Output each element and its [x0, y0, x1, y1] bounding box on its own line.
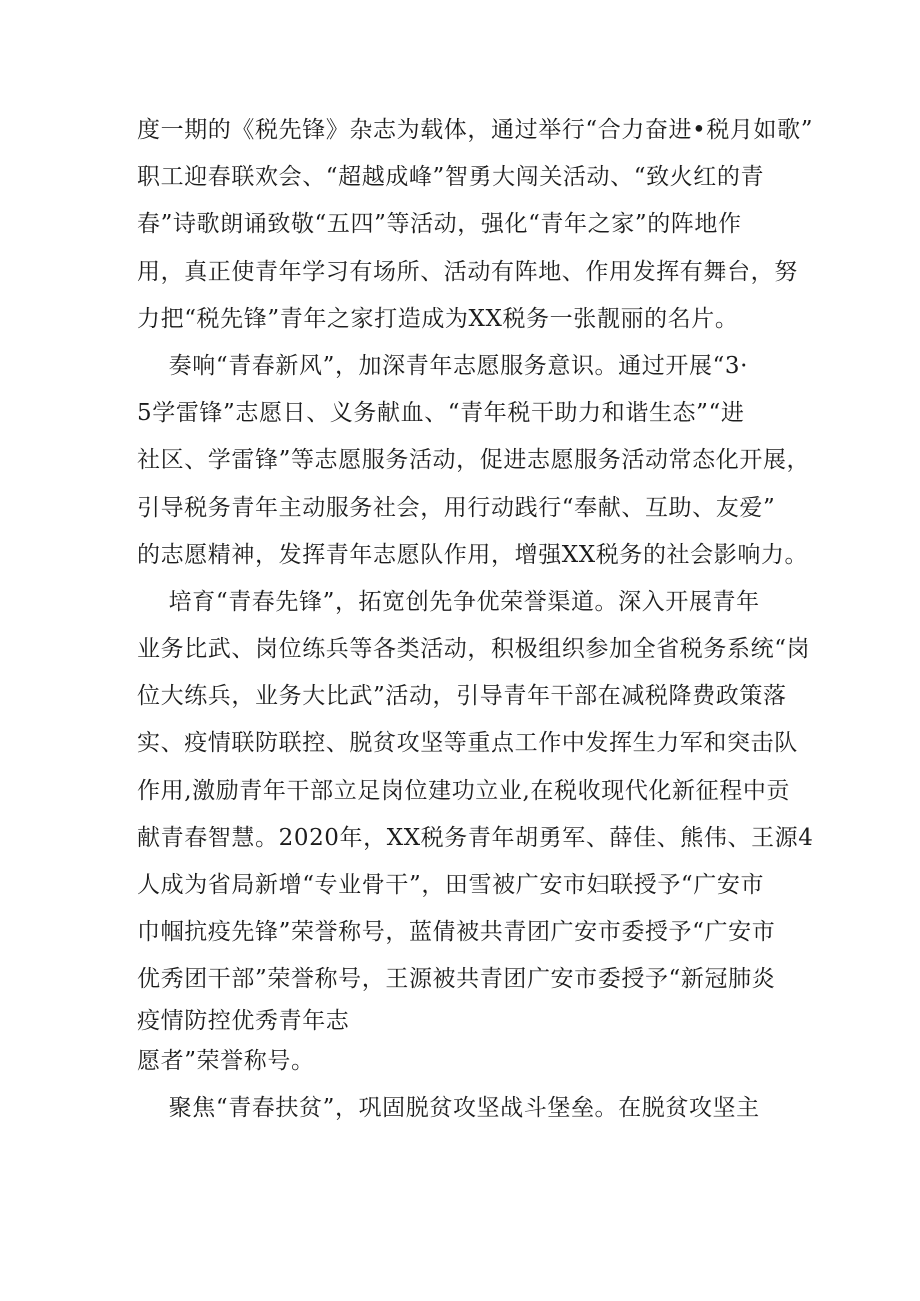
text-line: 引导税务青年主动服务社会，用行动践行“奉献、互助、友爱”: [137, 494, 776, 521]
text-line: 作用,激励青年干部立足岗位建功立业,在税收现代化新征程中贡: [137, 777, 791, 804]
text-line: 业务比武、岗位练兵等各类活动，积极组织参加全省税务系统“岗: [137, 636, 811, 663]
text-line: 5学雷锋”志愿日、义务献血、“青年税干助力和谐生态”“进: [137, 400, 745, 427]
paragraph-start-line: 奏响“青春新风”，加深青年志愿服务意识。通过开展“3·: [137, 352, 749, 379]
document-body: [137, 107, 817, 1132]
text-line: 职工迎春联欢会、“超越成峰”智勇大闯关活动、“致火红的青: [137, 164, 765, 191]
paragraph-start-line: 聚焦“青春扶贫”，巩固脱贫攻坚战斗堡垒。在脱贫攻坚主: [137, 1094, 760, 1121]
paragraph-start-line: 培育“青春先锋”，拓宽创先争优荣誉渠道。深入开展青年: [137, 588, 760, 615]
text-line: 的志愿精神，发挥青年志愿队作用，增强XX税务的社会影响力。: [137, 541, 809, 568]
text-line: 优秀团干部”荣誉称号，王源被共青团广安市委授予“新冠肺炎: [137, 966, 776, 993]
text-line: 献青春智慧。2020年，XX税务青年胡勇军、薛佳、熊伟、王源4: [137, 824, 814, 851]
text-line: 力把“税先锋”青年之家打造成为XX税务一张靓丽的名片。: [137, 305, 739, 332]
text-line: 疫情防控优秀青年志: [137, 1007, 350, 1034]
text-line: 位大练兵，业务大比武”活动，引导青年干部在减税降费政策落: [137, 683, 787, 710]
text-line: 实、疫情联防联控、脱贫攻坚等重点工作中发挥生力军和突击队: [137, 730, 798, 757]
text-line: 人成为省局新增“专业骨干”，田雪被广安市妇联授予“广安市: [137, 872, 765, 898]
text-line: 巾帼抗疫先锋”荣誉称号，蓝倩被共青团广安市委授予“广安市: [137, 919, 776, 946]
text-line: 社区、学雷锋”等志愿服务活动，促进志愿服务活动常态化开展，: [137, 447, 811, 474]
text-line: 度一期的《税先锋》杂志为载体，通过举行“合力奋进•税月如歌”: [137, 117, 814, 143]
text-line: 春”诗歌朗诵致敬“五四”等活动，强化“青年之家”的阵地作: [137, 211, 742, 238]
text-line: 用，真正使青年学习有场所、活动有阵地、作用发挥有舞台，努: [137, 258, 798, 285]
text-line: 愿者”荣誉称号。: [137, 1047, 315, 1074]
